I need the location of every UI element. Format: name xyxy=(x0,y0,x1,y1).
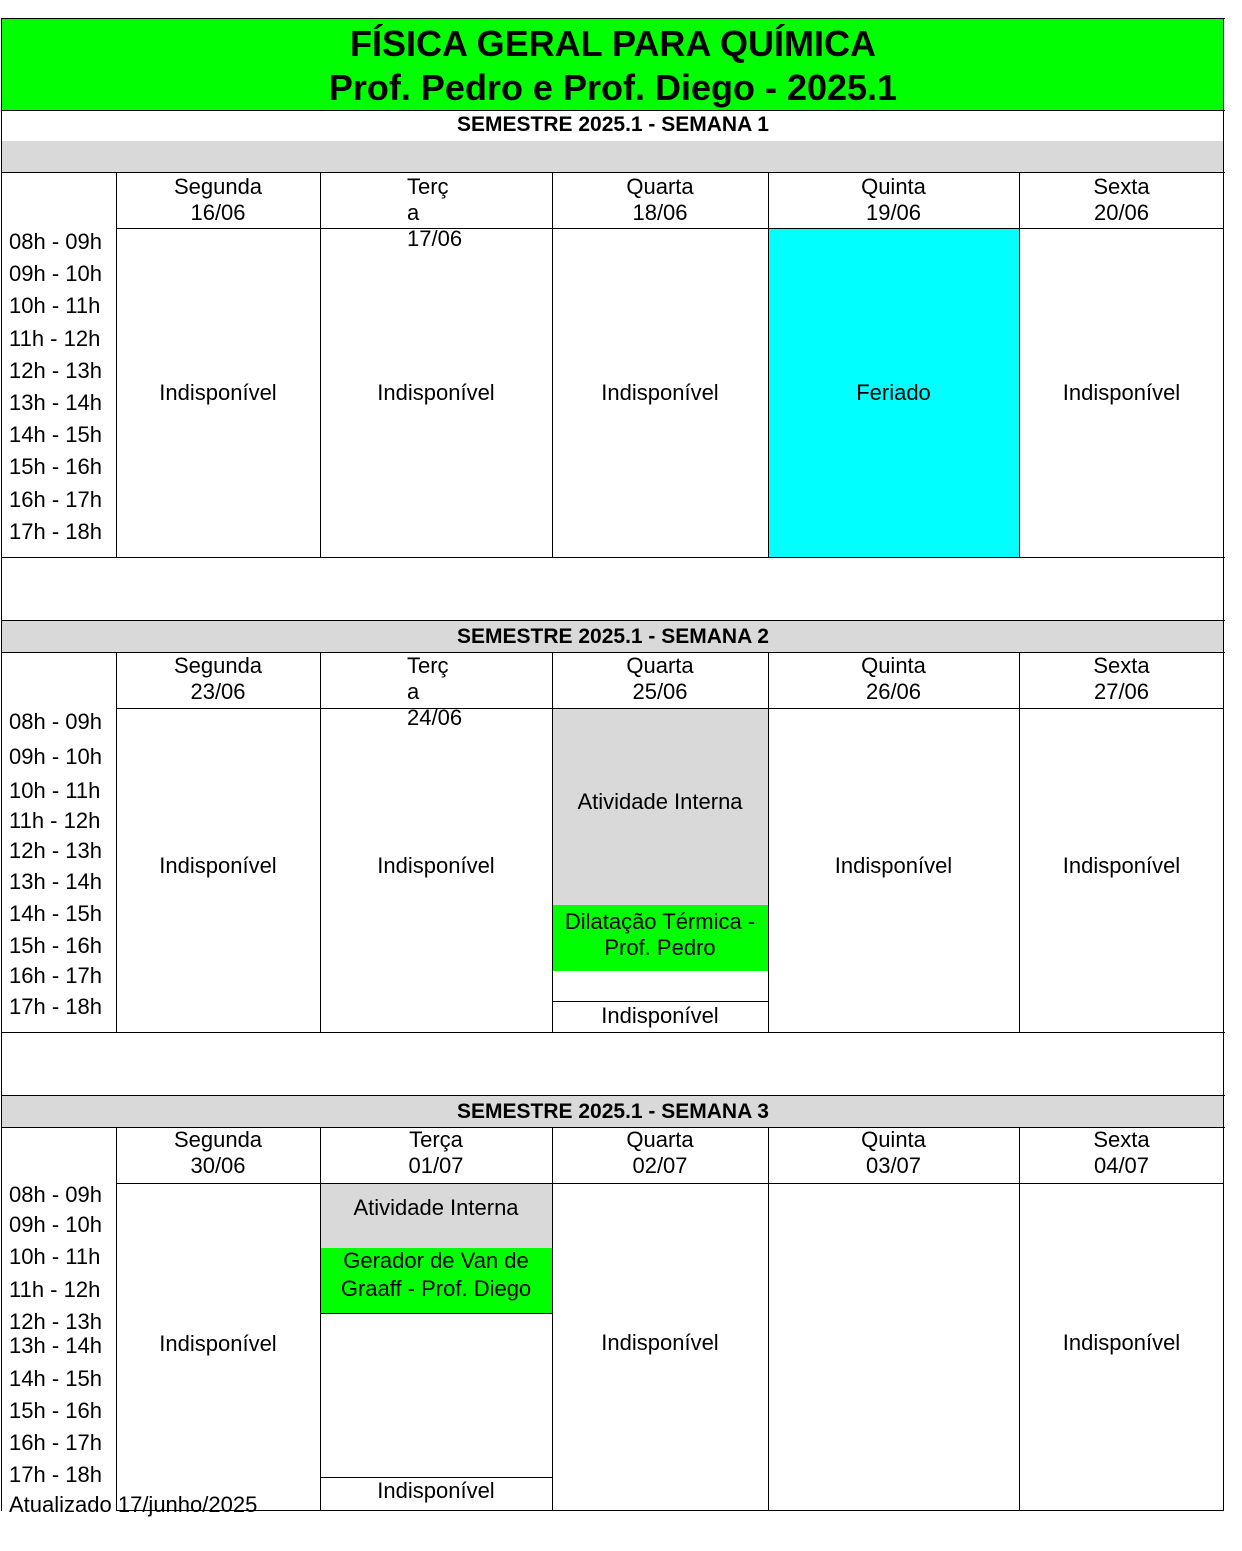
updated-note: Atualizado 17/junho/2025 xyxy=(9,1492,258,1517)
week2-cell-wed-class-l1: Dilatação Térmica - xyxy=(564,909,756,934)
grid-line xyxy=(1,110,1225,111)
week2-day-thu-date: 26/06 xyxy=(865,679,922,704)
week2-time: 10h - 11h xyxy=(9,778,101,803)
grid-line xyxy=(116,652,117,1033)
grid-line xyxy=(1019,652,1020,1033)
week1-time: 11h - 12h xyxy=(9,326,101,351)
week3-time: 12h - 13h xyxy=(9,1309,102,1334)
week1-day-fri-date: 20/06 xyxy=(1093,200,1150,225)
week1-day-thu-date: 19/06 xyxy=(865,200,922,225)
week1-day-fri-name: Sexta xyxy=(1093,174,1150,199)
grid-line xyxy=(1,652,1225,653)
week3-time: 17h - 18h xyxy=(9,1462,102,1487)
week3-day-mon-name: Segunda xyxy=(173,1127,263,1152)
week3-day-thu-date: 03/07 xyxy=(865,1153,922,1178)
week1-day-mon-name: Segunda xyxy=(173,174,263,199)
grid-line xyxy=(768,172,769,558)
week3-cell-mon: Indisponível xyxy=(159,1331,277,1356)
week2-time: 17h - 18h xyxy=(9,994,102,1019)
week2-day-tue-name: Terç xyxy=(407,653,449,678)
week3-title: SEMESTRE 2025.1 - SEMANA 3 xyxy=(457,1099,769,1123)
week2-cell-mon: Indisponível xyxy=(159,853,277,878)
grid-line xyxy=(552,172,553,558)
week3-day-fri-date: 04/07 xyxy=(1093,1153,1150,1178)
grid-line xyxy=(1,18,1225,19)
week1-day-wed-date: 18/06 xyxy=(632,200,688,225)
grid-line xyxy=(320,1127,321,1511)
week1-time: 16h - 17h xyxy=(9,487,102,512)
grid-line xyxy=(320,172,321,558)
week3-time: 13h - 14h xyxy=(9,1333,102,1358)
week1-day-tue-date: 17/06 xyxy=(407,226,463,251)
grid-line xyxy=(116,228,1224,229)
week2-title: SEMESTRE 2025.1 - SEMANA 2 xyxy=(457,624,769,648)
grid-line xyxy=(320,652,321,1033)
week1-time: 17h - 18h xyxy=(9,519,102,544)
week2-day-thu-name: Quinta xyxy=(861,653,926,678)
week1-cell-mon: Indisponível xyxy=(159,380,277,405)
week3-time: 09h - 10h xyxy=(9,1212,102,1237)
week3-day-fri-name: Sexta xyxy=(1093,1127,1150,1152)
week3-cell-tue-class-l1: Gerador de Van de xyxy=(343,1248,529,1273)
week2-time: 09h - 10h xyxy=(9,744,102,769)
week2-day-mon-name: Segunda xyxy=(173,653,263,678)
grid-line xyxy=(116,1127,117,1511)
week3-time: 15h - 16h xyxy=(9,1398,102,1423)
grid-line xyxy=(1,557,1225,558)
week3-time: 11h - 12h xyxy=(9,1277,101,1302)
grid-line xyxy=(320,1313,552,1314)
page-subtitle: Prof. Pedro e Prof. Diego - 2025.1 xyxy=(328,67,898,108)
grid-line xyxy=(116,1510,1224,1511)
page-title: FÍSICA GERAL PARA QUÍMICA xyxy=(349,23,876,64)
grid-line xyxy=(768,652,769,1033)
grid-line xyxy=(1,1032,1225,1033)
week1-title: SEMESTRE 2025.1 - SEMANA 1 xyxy=(457,113,769,136)
week2-time: 08h - 09h xyxy=(9,709,102,734)
week2-cell-thu: Indisponível xyxy=(834,853,953,878)
week1-day-thu-name: Quinta xyxy=(861,174,926,199)
week2-cell-wed-class-l2: Prof. Pedro xyxy=(604,935,716,960)
grid-line xyxy=(1,1127,1225,1128)
week2-day-wed-name: Quarta xyxy=(626,653,694,678)
week1-time: 08h - 09h xyxy=(9,229,102,254)
week1-time: 12h - 13h xyxy=(9,358,102,383)
grid-line xyxy=(1,172,1225,173)
grid-line xyxy=(552,652,553,1033)
grid-line xyxy=(1,18,2,1511)
grid-line xyxy=(116,172,117,558)
week1-cell-wed: Indisponível xyxy=(601,380,719,405)
week2-time: 14h - 15h xyxy=(9,901,102,926)
week2-day-wed-date: 25/06 xyxy=(632,679,688,704)
week3-cell-tue-unavail: Indisponível xyxy=(377,1478,495,1503)
week2-cell-fri: Indisponível xyxy=(1062,853,1181,878)
week1-time: 10h - 11h xyxy=(9,293,101,318)
week2-day-tue-name2: a xyxy=(407,679,420,704)
week3-cell-fri: Indisponível xyxy=(1062,1330,1181,1355)
week1-cell-fri: Indisponível xyxy=(1062,380,1181,405)
week1-cell-tue: Indisponível xyxy=(377,380,495,405)
week3-day-wed-name: Quarta xyxy=(626,1127,694,1152)
week3-cell-tue-internal: Atividade Interna xyxy=(353,1195,519,1220)
grid-line xyxy=(552,1127,553,1511)
week3-day-tue-date: 01/07 xyxy=(408,1153,464,1178)
week1-day-mon-date: 16/06 xyxy=(190,200,246,225)
week1-cell-thu-holiday: Feriado xyxy=(856,380,931,405)
grid-line xyxy=(1,620,1225,621)
week2-cell-wed-internal: Atividade Interna xyxy=(577,789,743,814)
week1-day-tue-name2: a xyxy=(407,200,420,225)
week2-day-fri-name: Sexta xyxy=(1093,653,1150,678)
week2-time: 13h - 14h xyxy=(9,869,102,894)
week2-time: 15h - 16h xyxy=(9,933,102,958)
week1-time: 14h - 15h xyxy=(9,422,102,447)
week2-cell-wed-unavail: Indisponível xyxy=(601,1003,719,1028)
week1-day-tue-name: Terç xyxy=(407,174,449,199)
week2-time: 16h - 17h xyxy=(9,963,102,988)
grid-line xyxy=(1019,1127,1020,1511)
week1-time: 09h - 10h xyxy=(9,261,102,286)
week3-day-tue-name: Terça xyxy=(409,1127,463,1152)
week1-gray-band xyxy=(2,141,1224,172)
week2-day-tue-date: 24/06 xyxy=(407,705,463,730)
week3-time: 08h - 09h xyxy=(9,1182,102,1207)
week3-cell-wed: Indisponível xyxy=(601,1330,719,1355)
grid-line xyxy=(1223,18,1224,1511)
grid-line xyxy=(552,1001,768,1002)
week2-cell-tue: Indisponível xyxy=(377,853,495,878)
week1-time: 13h - 14h xyxy=(9,390,102,415)
week3-cell-tue-class-l2: Graaff - Prof. Diego xyxy=(340,1276,532,1301)
week3-day-wed-date: 02/07 xyxy=(632,1153,688,1178)
week3-day-thu-name: Quinta xyxy=(861,1127,926,1152)
grid-line xyxy=(1019,172,1020,558)
grid-line xyxy=(1,1095,1225,1096)
week2-day-fri-date: 27/06 xyxy=(1093,679,1150,704)
week3-time: 14h - 15h xyxy=(9,1366,102,1391)
grid-line xyxy=(768,1127,769,1511)
grid-line xyxy=(320,1477,552,1478)
week3-time: 10h - 11h xyxy=(9,1244,101,1269)
week1-day-wed-name: Quarta xyxy=(626,174,694,199)
grid-line xyxy=(116,708,1224,709)
week1-time: 15h - 16h xyxy=(9,454,102,479)
week3-day-mon-date: 30/06 xyxy=(190,1153,246,1178)
week2-day-mon-date: 23/06 xyxy=(190,679,246,704)
week2-time: 11h - 12h xyxy=(9,808,101,833)
week3-time: 16h - 17h xyxy=(9,1430,102,1455)
week2-time: 12h - 13h xyxy=(9,838,102,863)
grid-line xyxy=(116,1183,1224,1184)
